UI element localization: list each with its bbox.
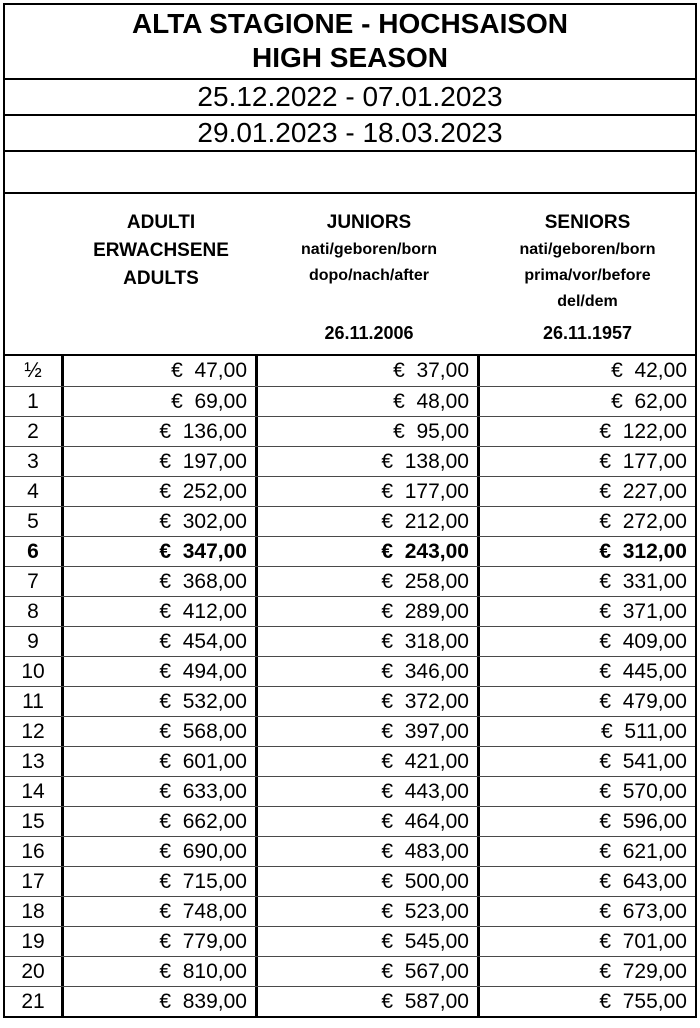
juniors-price-cell: € 421,00: [258, 747, 480, 776]
seniors-price-cell: € 42,00: [611, 359, 687, 382]
table-row: [5, 686, 695, 716]
seniors-price-cell: € 227,00: [599, 480, 687, 503]
juniors-price-cell: € 289,00: [258, 597, 480, 626]
juniors-price-cell: € 545,00: [258, 927, 480, 956]
seniors-price-cell: € 272,00: [599, 510, 687, 533]
days-cell: 7: [5, 567, 64, 596]
seniors-sub-1: nati/geboren/born: [519, 241, 656, 258]
adults-label-en: ADULTS: [123, 268, 199, 289]
adults-price-cell: € 69,00: [64, 387, 258, 416]
header-col-seniors: [480, 194, 695, 354]
days-cell: 8: [5, 597, 64, 626]
seniors-price-cell: € 331,00: [599, 570, 687, 593]
seniors-birthdate: 26.11.1957: [542, 323, 633, 343]
juniors-sub-2: dopo/nach/after: [308, 267, 429, 284]
table-row: [5, 926, 695, 956]
days-cell: 3: [5, 447, 64, 476]
adults-price-cell: € 252,00: [64, 477, 258, 506]
header-day-spacer: [5, 194, 64, 354]
juniors-label: JUNIORS: [326, 212, 412, 233]
seniors-price-cell: € 570,00: [599, 780, 687, 803]
juniors-price-cell: € 443,00: [258, 777, 480, 806]
days-cell: 20: [5, 957, 64, 986]
table-row: [5, 776, 695, 806]
adults-price-cell: € 532,00: [64, 687, 258, 716]
juniors-sub-1: nati/geboren/born: [301, 241, 437, 258]
table-row: [5, 536, 695, 566]
juniors-price-cell: € 177,00: [258, 477, 480, 506]
days-cell: 11: [5, 687, 64, 716]
adults-price-cell: € 779,00: [64, 927, 258, 956]
seniors-price-cell: € 409,00: [599, 630, 687, 653]
date-range-row-1: 25.12.2022 - 07.01.2023: [5, 80, 695, 116]
table-row: [5, 716, 695, 746]
seniors-price-cell: € 701,00: [599, 930, 687, 953]
adults-price-cell: € 197,00: [64, 447, 258, 476]
days-cell: 12: [5, 717, 64, 746]
table-row: [5, 416, 695, 446]
juniors-price-cell: € 243,00: [258, 537, 480, 566]
seniors-price-cell: € 312,00: [599, 540, 687, 563]
seniors-price-cell: € 62,00: [611, 390, 687, 413]
days-cell: 2: [5, 417, 64, 446]
days-cell: 18: [5, 897, 64, 926]
price-table-body: [5, 356, 695, 1016]
price-sheet: [3, 3, 697, 1018]
title-line-1: ALTA STAGIONE - HOCHSAISON: [131, 8, 569, 39]
seniors-sub-2: prima/vor/before: [524, 267, 651, 284]
juniors-price-cell: € 567,00: [258, 957, 480, 986]
days-cell: 19: [5, 927, 64, 956]
juniors-price-cell: € 138,00: [258, 447, 480, 476]
juniors-price-cell: € 318,00: [258, 627, 480, 656]
seniors-price-cell: € 177,00: [599, 450, 687, 473]
date-range-row-2: 29.01.2023 - 18.03.2023: [5, 116, 695, 152]
juniors-price-cell: € 523,00: [258, 897, 480, 926]
table-row: [5, 956, 695, 986]
days-cell: 17: [5, 867, 64, 896]
adults-price-cell: € 494,00: [64, 657, 258, 686]
table-row: [5, 626, 695, 656]
days-cell: 4: [5, 477, 64, 506]
juniors-price-cell: € 48,00: [258, 387, 480, 416]
table-row: [5, 596, 695, 626]
days-cell: ½: [5, 356, 64, 386]
table-row: [5, 836, 695, 866]
seniors-price-cell: € 643,00: [599, 870, 687, 893]
adults-price-cell: € 347,00: [64, 537, 258, 566]
adults-price-cell: € 810,00: [64, 957, 258, 986]
juniors-price-cell: € 95,00: [258, 417, 480, 446]
juniors-price-cell: € 483,00: [258, 837, 480, 866]
adults-price-cell: € 368,00: [64, 567, 258, 596]
table-row: [5, 566, 695, 596]
seniors-price-cell: € 371,00: [599, 600, 687, 623]
adults-price-cell: € 715,00: [64, 867, 258, 896]
seniors-price-cell: € 755,00: [599, 990, 687, 1013]
header-col-adults: [64, 194, 258, 354]
seniors-price-cell: € 479,00: [599, 690, 687, 713]
seniors-price-cell: € 729,00: [599, 960, 687, 983]
adults-label-it: ADULTI: [126, 212, 196, 233]
adults-price-cell: € 454,00: [64, 627, 258, 656]
adults-price-cell: € 412,00: [64, 597, 258, 626]
days-cell: 21: [5, 987, 64, 1016]
seniors-price-cell: € 541,00: [599, 750, 687, 773]
adults-price-cell: € 302,00: [64, 507, 258, 536]
adults-price-cell: € 136,00: [64, 417, 258, 446]
juniors-price-cell: € 346,00: [258, 657, 480, 686]
juniors-price-cell: € 37,00: [258, 356, 480, 386]
juniors-price-cell: € 258,00: [258, 567, 480, 596]
seniors-price-cell: € 445,00: [599, 660, 687, 683]
adults-label-de: ERWACHSENE: [93, 240, 229, 261]
days-cell: 1: [5, 387, 64, 416]
juniors-price-cell: € 397,00: [258, 717, 480, 746]
title-block: [5, 5, 695, 80]
table-row: [5, 476, 695, 506]
table-row: [5, 986, 695, 1016]
adults-price-cell: € 601,00: [64, 747, 258, 776]
table-row: [5, 446, 695, 476]
days-cell: 5: [5, 507, 64, 536]
table-row: [5, 656, 695, 686]
days-cell: 6: [5, 537, 64, 566]
seniors-price-cell: € 621,00: [599, 840, 687, 863]
seniors-price-cell: € 596,00: [599, 810, 687, 833]
table-row: [5, 896, 695, 926]
table-row: [5, 356, 695, 386]
adults-price-cell: € 633,00: [64, 777, 258, 806]
adults-price-cell: € 748,00: [64, 897, 258, 926]
adults-price-cell: € 47,00: [64, 356, 258, 386]
seniors-price-cell: € 122,00: [599, 420, 687, 443]
adults-price-cell: € 568,00: [64, 717, 258, 746]
days-cell: 9: [5, 627, 64, 656]
days-cell: 15: [5, 807, 64, 836]
title-line-2: HIGH SEASON: [251, 42, 449, 73]
seniors-price-cell: € 673,00: [599, 900, 687, 923]
adults-price-cell: € 839,00: [64, 987, 258, 1016]
juniors-birthdate: 26.11.2006: [324, 323, 414, 343]
seniors-price-cell: € 511,00: [600, 720, 687, 743]
juniors-price-cell: € 587,00: [258, 987, 480, 1016]
column-header-row: [5, 194, 695, 356]
days-cell: 13: [5, 747, 64, 776]
header-col-juniors: [258, 194, 480, 354]
table-row: [5, 806, 695, 836]
seniors-label: SENIORS: [544, 212, 631, 233]
seniors-sub-3: del/dem: [557, 293, 618, 310]
table-row: [5, 866, 695, 896]
adults-price-cell: € 662,00: [64, 807, 258, 836]
juniors-price-cell: € 464,00: [258, 807, 480, 836]
adults-price-cell: € 690,00: [64, 837, 258, 866]
table-row: [5, 746, 695, 776]
spacer-row: [5, 152, 695, 194]
days-cell: 14: [5, 777, 64, 806]
juniors-price-cell: € 372,00: [258, 687, 480, 716]
table-row: [5, 506, 695, 536]
juniors-price-cell: € 500,00: [258, 867, 480, 896]
juniors-price-cell: € 212,00: [258, 507, 480, 536]
days-cell: 16: [5, 837, 64, 866]
days-cell: 10: [5, 657, 64, 686]
table-row: [5, 386, 695, 416]
